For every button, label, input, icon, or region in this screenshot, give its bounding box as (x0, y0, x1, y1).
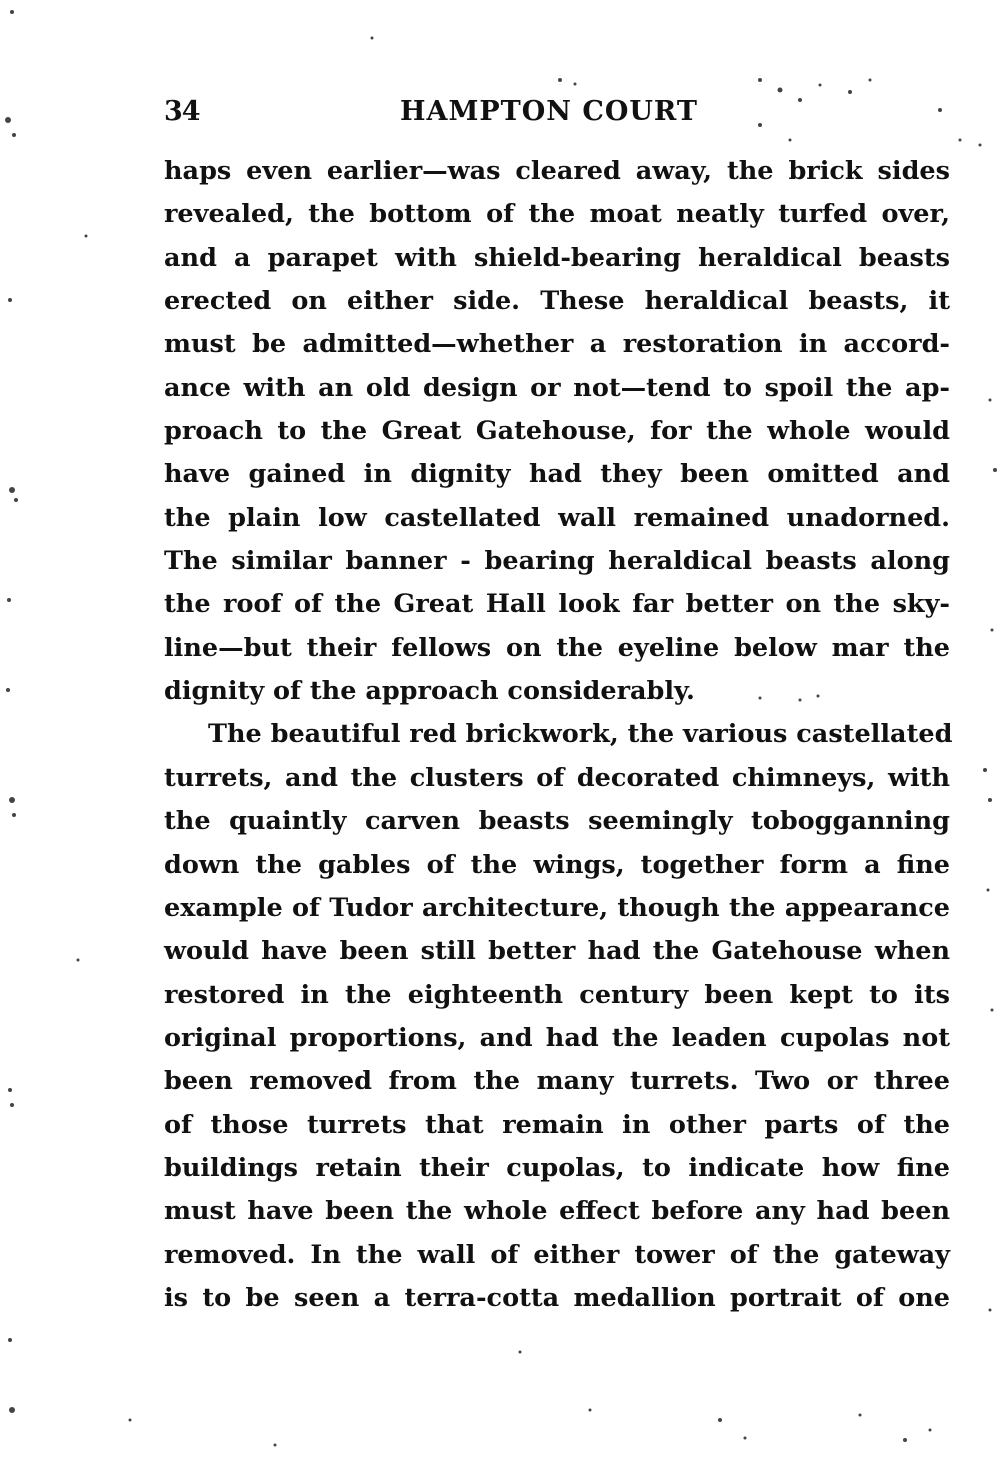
running-head (164, 96, 950, 140)
text-line: removed. In the wall of either tower of the gateway (164, 1239, 950, 1270)
text-line: and a parapet with shield-bearing heraldical beasts (164, 242, 950, 273)
text-line: must have been the whole effect before any had been (164, 1196, 950, 1227)
text-line: original proportions, and had the leaden cupolas not (164, 1022, 950, 1053)
text-line: have gained in dignity had they been omitted and (164, 459, 950, 490)
text-line: proach to the Great Gatehouse, for the whole would (164, 416, 950, 447)
text-line: down the gables of the wings, together form a fine (164, 849, 950, 880)
text-line: dignity of the approach considerably. (164, 676, 695, 707)
text-line: revealed, the bottom of the moat neatly turfed over, (164, 199, 950, 230)
text-line: ance with an old design or not—tend to spoil the ap- (164, 372, 950, 403)
text-line: turrets, and the clusters of decorated chimneys, with (164, 762, 950, 793)
text-line: would have been still better had the Gatehouse when (164, 936, 950, 967)
text-line: the roof of the Great Hall look far better on the sky- (164, 589, 950, 620)
text-line: line—but their fellows on the eyeline below mar the (164, 632, 950, 663)
body-text (164, 150, 953, 1320)
text-line: The beautiful red brickwork, the various castellated (208, 719, 953, 750)
text-line: erected on either side. These heraldical beasts, it (164, 286, 950, 317)
text-line: must be admitted—whether a restoration in accord- (164, 329, 950, 360)
running-title: HAMPTON COURT (400, 96, 698, 127)
text-line: haps even earlier—was cleared away, the brick sides (164, 156, 950, 186)
text-line: restored in the eighteenth century been kept to its (164, 979, 950, 1010)
text-line: the quaintly carven beasts seemingly tobogganning (164, 806, 950, 837)
text-line: is to be seen a terra-cotta medallion portrait of one (164, 1282, 950, 1313)
text-line: example of Tudor architecture, though the appearance (164, 892, 950, 923)
text-line: The similar banner - bearing heraldical beasts along (164, 546, 950, 577)
page-number: 34 (164, 96, 200, 127)
text-line: been removed from the many turrets. Two or three (164, 1066, 950, 1097)
text-line: of those turrets that remain in other parts of the (164, 1109, 950, 1140)
text-line: buildings retain their cupolas, to indicate how fine (164, 1152, 950, 1183)
text-line: the plain low castellated wall remained unadorned. (164, 502, 950, 533)
